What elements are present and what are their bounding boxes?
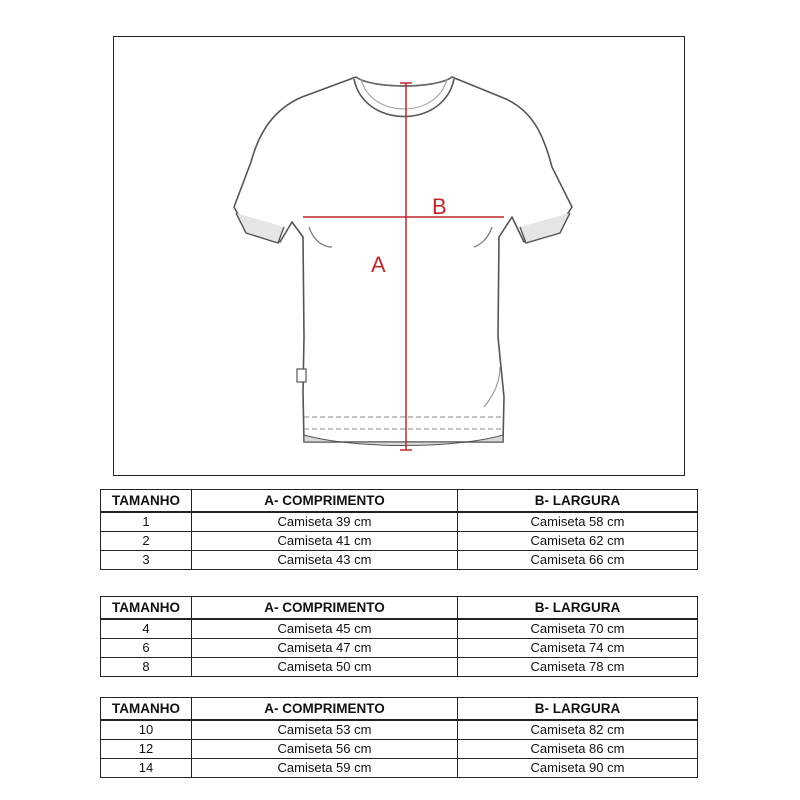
- header-comprimento: A- COMPRIMENTO: [192, 597, 458, 620]
- length-label: A: [371, 252, 386, 277]
- header-comprimento: A- COMPRIMENTO: [192, 490, 458, 513]
- width-cell: Camiseta 66 cm: [458, 551, 698, 570]
- length-cell: Camiseta 50 cm: [192, 658, 458, 677]
- size-cell: 1: [101, 512, 192, 532]
- table-row: [101, 639, 698, 658]
- side-tag: [297, 369, 306, 382]
- size-cell: 14: [101, 759, 192, 778]
- size-table-3: [100, 697, 698, 778]
- table-row: [101, 658, 698, 677]
- length-cell: Camiseta 43 cm: [192, 551, 458, 570]
- width-cell: Camiseta 90 cm: [458, 759, 698, 778]
- width-cell: Camiseta 74 cm: [458, 639, 698, 658]
- tshirt-diagram: [114, 37, 686, 477]
- length-cell: Camiseta 39 cm: [192, 512, 458, 532]
- length-cell: Camiseta 47 cm: [192, 639, 458, 658]
- header-largura: B- LARGURA: [458, 597, 698, 620]
- table-row: [101, 740, 698, 759]
- width-label: B: [432, 194, 447, 219]
- size-cell: 12: [101, 740, 192, 759]
- width-cell: Camiseta 58 cm: [458, 512, 698, 532]
- length-cell: Camiseta 59 cm: [192, 759, 458, 778]
- size-cell: 2: [101, 532, 192, 551]
- length-cell: Camiseta 45 cm: [192, 619, 458, 639]
- table-row: [101, 551, 698, 570]
- length-cell: Camiseta 53 cm: [192, 720, 458, 740]
- table-row: [101, 759, 698, 778]
- width-cell: Camiseta 82 cm: [458, 720, 698, 740]
- size-cell: 10: [101, 720, 192, 740]
- header-tamanho: TAMANHO: [101, 490, 192, 513]
- tshirt-outline: [234, 77, 572, 442]
- table-row: [101, 619, 698, 639]
- table-row: [101, 512, 698, 532]
- header-largura: B- LARGURA: [458, 490, 698, 513]
- header-tamanho: TAMANHO: [101, 698, 192, 721]
- size-cell: 4: [101, 619, 192, 639]
- length-cell: Camiseta 41 cm: [192, 532, 458, 551]
- tshirt-diagram-frame: [113, 36, 685, 476]
- header-largura: B- LARGURA: [458, 698, 698, 721]
- size-cell: 6: [101, 639, 192, 658]
- table-row: [101, 532, 698, 551]
- size-cell: 8: [101, 658, 192, 677]
- width-cell: Camiseta 78 cm: [458, 658, 698, 677]
- header-tamanho: TAMANHO: [101, 597, 192, 620]
- width-cell: Camiseta 62 cm: [458, 532, 698, 551]
- table-header-row: [101, 597, 698, 620]
- table-header-row: [101, 698, 698, 721]
- width-cell: Camiseta 86 cm: [458, 740, 698, 759]
- header-comprimento: A- COMPRIMENTO: [192, 698, 458, 721]
- size-cell: 3: [101, 551, 192, 570]
- table-header-row: [101, 490, 698, 513]
- width-cell: Camiseta 70 cm: [458, 619, 698, 639]
- table-row: [101, 720, 698, 740]
- size-table-1: [100, 489, 698, 570]
- length-cell: Camiseta 56 cm: [192, 740, 458, 759]
- size-table-2: [100, 596, 698, 677]
